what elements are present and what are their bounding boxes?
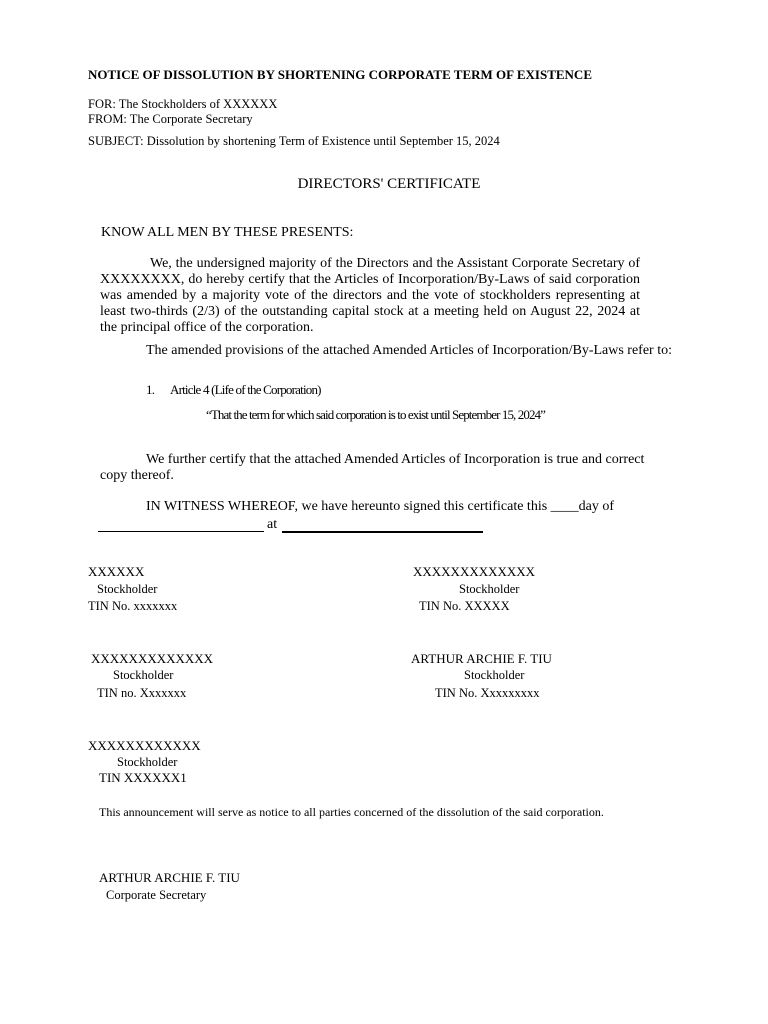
signatory-3-name: XXXXXXXXXXXXX bbox=[91, 651, 214, 666]
memo-for: FOR: The Stockholders of XXXXXX bbox=[88, 97, 278, 111]
memo-subject: SUBJECT: Dissolution by shortening Term of Existence until September 15, 2024 bbox=[88, 134, 500, 148]
signatory-2-name: XXXXXXXXXXXXX bbox=[413, 564, 536, 579]
article-label: Article 4 (Life of the Corporation) bbox=[170, 382, 321, 397]
signatory-3-tin: TIN no. Xxxxxxx bbox=[97, 686, 187, 700]
signatory-4-name: ARTHUR ARCHIE F. TIU bbox=[411, 651, 552, 666]
paragraph-amended-provisions-text: The amended provisions of the attached Amended Articles of Incorporation/By-Laws refer to: bbox=[146, 343, 672, 358]
witness-at: at bbox=[267, 517, 278, 532]
paragraph-true-copy-text: We further certify that the attached Amended Articles of Incorporation is true and correct copy thereof. bbox=[100, 452, 645, 483]
paragraph-amended-provisions bbox=[100, 343, 700, 358]
place-blank-line bbox=[282, 531, 483, 533]
know-all-men: KNOW ALL MEN BY THESE PRESENTS: bbox=[101, 225, 354, 240]
signatory-1-name: XXXXXX bbox=[88, 564, 145, 579]
paragraph-certification-text: We, the undersigned majority of the Directors and the Assistant Corporate Secretary of XXXXXXXX, do hereby certify that the Articles of Incorporation/By-Laws of said corporation was amended by a majority vote of the directors and the vote of stockholders representing at least two-thirds (2/3) of the outstanding capital stock at a meeting held on August 22, 2024 at the principal office of the corporation. bbox=[100, 256, 640, 335]
article-quote: “That the term for which said corporation is to exist until September 15, 2024” bbox=[206, 407, 546, 422]
signatory-1-tin: TIN No. xxxxxxx bbox=[88, 599, 178, 613]
witness-clause: IN WITNESS WHEREOF, we have hereunto signed this certificate this ____day of bbox=[146, 499, 615, 514]
paragraph-true-copy bbox=[100, 452, 660, 484]
article-number: 1. bbox=[146, 382, 155, 397]
secretary-title: Corporate Secretary bbox=[106, 888, 207, 902]
paragraph-certification bbox=[100, 256, 640, 336]
signatory-5-role: Stockholder bbox=[117, 755, 178, 769]
signatory-4-role: Stockholder bbox=[464, 668, 525, 682]
signatory-2-role: Stockholder bbox=[459, 582, 520, 596]
document-title: NOTICE OF DISSOLUTION BY SHORTENING CORPORATE TERM OF EXISTENCE bbox=[88, 67, 592, 82]
memo-from: FROM: The Corporate Secretary bbox=[88, 112, 253, 126]
signatory-4-tin: TIN No. Xxxxxxxxx bbox=[435, 686, 540, 700]
signatory-5-tin: TIN XXXXXX1 bbox=[99, 770, 187, 785]
certificate-heading: DIRECTORS' CERTIFICATE bbox=[297, 176, 481, 192]
signatory-5-name: XXXXXXXXXXXX bbox=[88, 738, 201, 753]
date-blank-line bbox=[98, 531, 264, 532]
secretary-name: ARTHUR ARCHIE F. TIU bbox=[99, 870, 240, 885]
signatory-2-tin: TIN No. XXXXX bbox=[419, 599, 510, 613]
signatory-1-role: Stockholder bbox=[97, 582, 158, 596]
signatory-3-role: Stockholder bbox=[113, 668, 174, 682]
dissolution-notice: This announcement will serve as notice to all parties concerned of the dissolution of the said corporation. bbox=[99, 805, 604, 819]
